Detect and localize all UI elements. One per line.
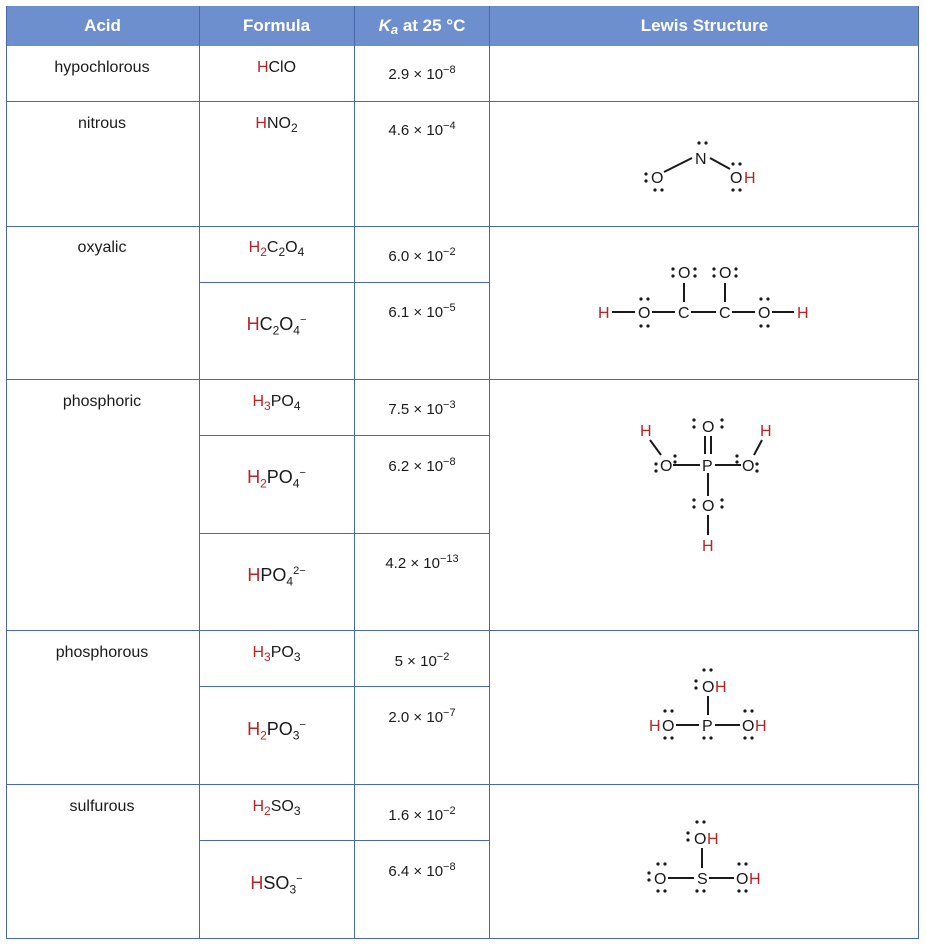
row-subdivider (199, 686, 490, 687)
acid-name: phosphoric (62, 393, 142, 410)
atom-o: O (651, 170, 664, 187)
formula-hc2o4: $HC_2O_4^-$ (246, 314, 307, 338)
acid-table (6, 6, 919, 939)
ka-value: $7.5 \times 10^{-3}$ (388, 399, 456, 418)
atom-o: O (758, 305, 771, 322)
lewis-structure-sulfurous (490, 785, 919, 938)
ka-value: $6.2 \times 10^{-8}$ (388, 456, 456, 475)
lewis-structure-phosphoric (490, 380, 919, 630)
atom-o: O (702, 498, 715, 515)
formula-h3po4: $H_3PO_4$ (252, 393, 301, 414)
atom-o: O (736, 871, 749, 888)
ka-value: $6.0 \times 10^{-2}$ (388, 246, 456, 265)
atom-o: O (742, 458, 755, 475)
atom-h: H (715, 679, 727, 696)
acid-name: phosphorous (55, 644, 149, 661)
table-header (6, 6, 919, 46)
atom-h: H (797, 305, 809, 322)
atom-h: H (760, 423, 772, 440)
row-subdivider (199, 533, 490, 534)
atom-o: O (702, 679, 715, 696)
header-lewis: Lewis Structure (640, 16, 769, 35)
atom-o: O (742, 718, 755, 735)
formula-h2po3: $H_2PO_3^-$ (247, 719, 306, 743)
atom-p: P (702, 718, 713, 735)
atom-s: S (697, 871, 708, 888)
ka-value: $4.6 \times 10^{-4}$ (388, 120, 456, 139)
acid-name: oxyalic (77, 239, 127, 256)
formula-h2so3: $H_2SO_3$ (252, 798, 301, 819)
atom-o: O (662, 718, 675, 735)
header-ka: Ka at 25 °C (378, 16, 466, 37)
ka-value: $1.6 \times 10^{-2}$ (388, 805, 456, 824)
formula-h3po3: $H_3PO_3$ (252, 644, 301, 665)
ka-value: $6.1 \times 10^{-5}$ (388, 302, 456, 321)
atom-h: H (640, 423, 652, 440)
atom-c: C (719, 305, 731, 322)
formula-hclo: HClO (256, 59, 297, 76)
atom-o: O (719, 265, 732, 282)
atom-o: O (702, 419, 715, 436)
acid-name: sulfurous (69, 798, 135, 815)
formula-h2po4: $H_2PO_4^-$ (247, 467, 306, 491)
lewis-structure-phosphorous (490, 631, 919, 784)
ka-value: $4.2 \times 10^{-13}$ (385, 553, 459, 572)
atom-o: O (694, 831, 707, 848)
atom-o: O (660, 458, 673, 475)
atom-h: H (755, 718, 767, 735)
atom-o: O (654, 871, 667, 888)
row-subdivider (199, 282, 490, 283)
ka-value: $6.4 \times 10^{-8}$ (388, 861, 456, 880)
atom-n: N (695, 151, 707, 168)
atom-h: H (598, 305, 610, 322)
lewis-structure-oxyalic (490, 227, 919, 379)
lewis-structure-nitrous (490, 102, 919, 226)
atom-h: H (649, 718, 661, 735)
ka-value: $2.9 \times 10^{-8}$ (388, 64, 456, 83)
acid-name: nitrous (77, 115, 127, 132)
row-subdivider (199, 840, 490, 841)
atom-p: P (702, 458, 713, 475)
formula-hno2: $HNO_2$ (255, 115, 298, 136)
atom-h: H (744, 170, 756, 187)
header-acid: Acid (84, 16, 121, 35)
atom-c: C (678, 305, 690, 322)
header-formula: Formula (242, 16, 311, 35)
formula-h2c2o4: $H_2C_2O_4$ (248, 239, 305, 260)
row-subdivider (199, 435, 490, 436)
ka-value: $2.0 \times 10^{-7}$ (388, 707, 456, 726)
atom-o: O (638, 305, 651, 322)
atom-o: O (678, 265, 691, 282)
atom-h: H (749, 871, 761, 888)
acid-name: hypochlorous (54, 59, 150, 76)
formula-hso3: $HSO_3^-$ (250, 873, 303, 897)
atom-h: H (702, 538, 714, 555)
atom-h: H (707, 831, 719, 848)
border-bottom (6, 938, 919, 939)
atom-o: O (730, 170, 743, 187)
ka-value: $5 \times 10^{-2}$ (394, 651, 450, 670)
formula-hpo4: $HPO_4^{2-}$ (247, 565, 306, 589)
